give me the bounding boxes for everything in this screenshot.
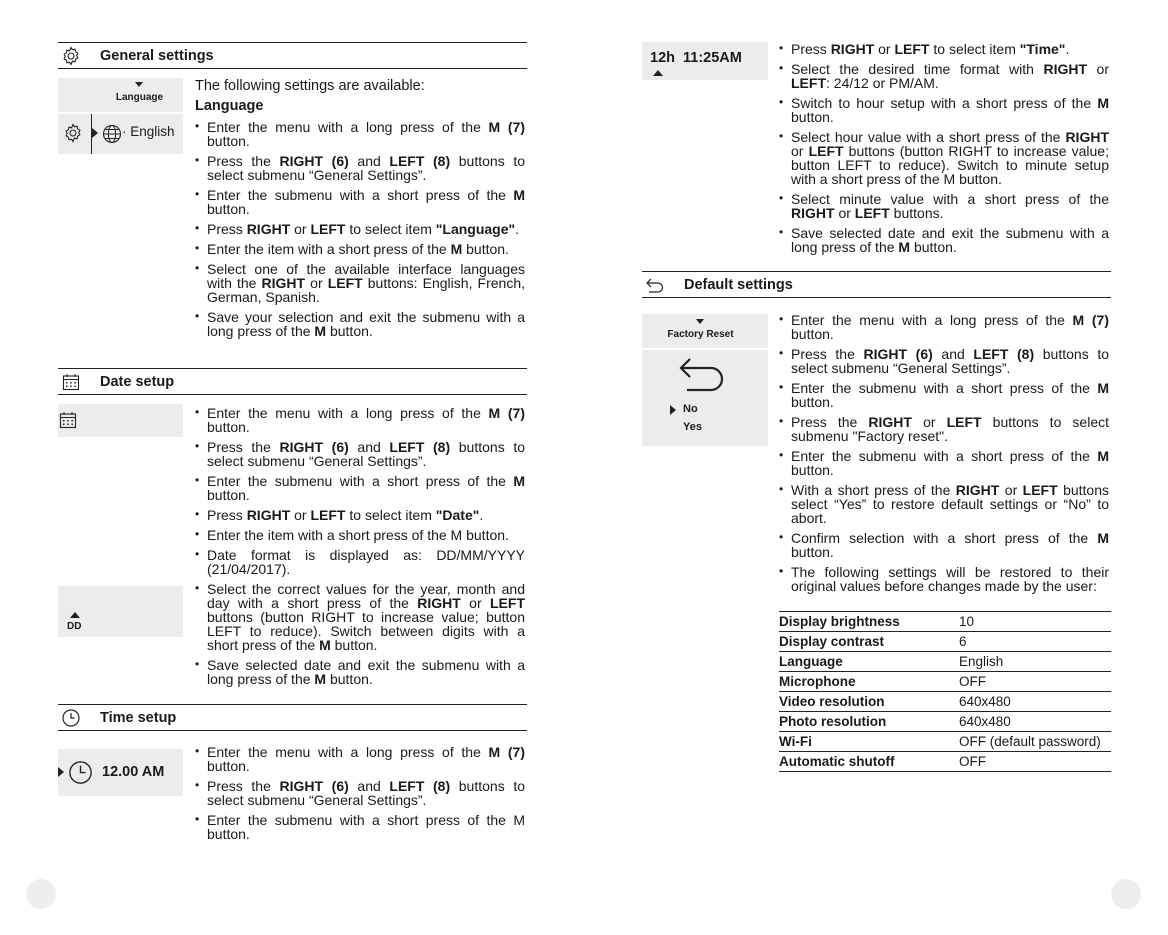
emphasis: LEFT (8) <box>389 778 451 794</box>
text: button. <box>791 109 834 125</box>
text: or <box>911 414 947 430</box>
factory-reset-label-panel <box>642 314 768 348</box>
text: Enter the submenu with a short press of the <box>207 187 514 203</box>
table-row <box>779 712 1111 732</box>
emphasis: LEFT <box>490 595 525 611</box>
text: button. <box>326 323 373 339</box>
list-item <box>195 582 525 652</box>
list-item <box>195 745 525 773</box>
up-triangle-icon <box>70 612 80 618</box>
setting-name: Display contrast <box>779 632 959 652</box>
emphasis: M (7) <box>488 119 525 135</box>
clock-icon <box>60 707 82 729</box>
emphasis: RIGHT (6) <box>279 439 349 455</box>
text: Enter the submenu with a short press of the <box>207 473 514 489</box>
list-item <box>779 415 1109 443</box>
setting-value: 640x480 <box>959 712 1111 732</box>
factory-reset-options-panel <box>642 350 768 446</box>
text: to select item <box>345 507 436 523</box>
time-menu-panel <box>58 749 183 796</box>
list-item <box>779 531 1109 559</box>
text: Select hour value with a short press of the <box>791 129 1066 145</box>
list-item <box>195 548 525 576</box>
text: Press the <box>207 778 280 794</box>
emphasis: M (7) <box>1072 312 1109 328</box>
emphasis: RIGHT <box>1043 61 1088 77</box>
time-value: 11:25AM <box>683 50 742 66</box>
default-settings-header <box>642 271 1111 298</box>
globe-icon <box>102 124 122 149</box>
text: button. <box>910 239 957 255</box>
text: . <box>479 507 484 523</box>
setting-value: OFF <box>959 752 1111 772</box>
time-format: 12h <box>650 50 675 66</box>
emphasis: LEFT <box>946 414 982 430</box>
emphasis: LEFT <box>808 143 844 159</box>
emphasis: "Date" <box>435 507 480 523</box>
emphasis: M <box>513 187 525 203</box>
text: or <box>874 41 895 57</box>
calendar-icon <box>59 411 77 434</box>
date-instructions <box>195 406 525 692</box>
text: button. <box>207 419 250 435</box>
emphasis: RIGHT <box>868 414 912 430</box>
text: or <box>834 205 855 221</box>
return-icon <box>678 356 726 399</box>
text: button. <box>330 637 378 653</box>
table-row <box>779 652 1111 672</box>
emphasis: M <box>319 637 331 653</box>
text: button. <box>462 241 509 257</box>
day-field-label: DD <box>67 621 82 632</box>
text: Save selected date and exit the submenu with a long press of the <box>791 225 1109 255</box>
list-item <box>779 192 1109 220</box>
text: With a short press of the <box>791 482 956 498</box>
text: button. <box>207 487 250 503</box>
date-menu-panel <box>58 404 183 437</box>
list-item <box>195 779 525 807</box>
list-item <box>779 96 1109 124</box>
list-item <box>195 508 525 522</box>
text: Enter the submenu with a short press of the M button. <box>207 812 525 842</box>
time-instructions <box>195 745 525 847</box>
list-item <box>779 226 1109 254</box>
text: or <box>791 143 809 159</box>
up-triangle-icon <box>653 70 663 76</box>
list-item <box>195 120 525 148</box>
down-triangle-icon <box>135 82 143 87</box>
language-menu-panel <box>58 78 183 112</box>
emphasis: LEFT (8) <box>389 439 451 455</box>
option-yes: Yes <box>683 421 702 433</box>
section-title: General settings <box>100 47 214 64</box>
section-title: Date setup <box>100 373 175 390</box>
text: Switch to hour setup with a short press of the <box>791 95 1098 111</box>
date-digit-panel <box>58 586 183 637</box>
setting-value: OFF <box>959 672 1111 692</box>
text: or <box>290 507 311 523</box>
list-item <box>195 440 525 468</box>
text: or <box>290 221 311 237</box>
text: button. <box>207 133 250 149</box>
language-value: · English <box>122 124 175 139</box>
emphasis: LEFT <box>791 75 826 91</box>
text: buttons select “Yes” to restore default settings or “No” to abort. <box>791 482 1109 526</box>
text: . <box>1065 41 1070 57</box>
emphasis: M <box>450 241 463 257</box>
text: Enter the item with a short press of the M button. <box>207 527 509 543</box>
table-row <box>779 632 1111 652</box>
table-row <box>779 612 1111 632</box>
table-row <box>779 752 1111 772</box>
text: Date format is displayed as: DD/MM/YYYY (21/04/2017). <box>207 547 525 577</box>
list-item <box>195 474 525 502</box>
text: buttons to select submenu “General Settings”. <box>207 778 525 808</box>
text: The following settings will be restored to their original values before changes made by the user: <box>791 564 1109 594</box>
text: Press the <box>207 153 280 169</box>
time-format-panel <box>642 42 768 80</box>
emphasis: LEFT <box>310 507 346 523</box>
text: Press <box>791 41 831 57</box>
text: buttons (button RIGHT to increase value; button LEFT to reduce). Switch between digits with a short press of the <box>207 609 525 653</box>
text: . <box>515 221 520 237</box>
setting-value: English <box>959 652 1111 672</box>
text: button. <box>791 544 834 560</box>
time-instructions-continued <box>779 42 1109 260</box>
emphasis: M <box>1097 448 1109 464</box>
text: buttons to select submenu “General Settings”. <box>791 346 1109 376</box>
emphasis: M <box>1097 530 1109 546</box>
text: buttons to select submenu “General Settings”. <box>207 153 525 183</box>
emphasis: M (7) <box>488 744 525 760</box>
list-item <box>779 381 1109 409</box>
general-settings-header <box>58 42 527 69</box>
time-value: 12.00 AM <box>102 764 165 780</box>
text: button. <box>791 462 834 478</box>
default-values-table <box>779 611 1111 772</box>
text: button. <box>326 671 373 687</box>
setting-value: OFF (default password) <box>959 732 1111 752</box>
date-setup-header <box>58 368 527 395</box>
list-item <box>195 813 525 841</box>
emphasis: RIGHT (6) <box>279 778 349 794</box>
text: Enter the menu with a long press of the <box>207 119 489 135</box>
text: Enter the menu with a long press of the <box>207 405 489 421</box>
page-number-marker <box>1111 879 1141 909</box>
setting-name: Wi-Fi <box>779 732 959 752</box>
text: button. <box>207 758 250 774</box>
text: Enter the submenu with a short press of the <box>791 448 1098 464</box>
text: Select the correct values for the year, month and day with a short press of the <box>207 581 525 611</box>
selection-arrow-icon <box>670 405 676 415</box>
list-item <box>195 406 525 434</box>
text: Enter the menu with a long press of the <box>791 312 1073 328</box>
text: Enter the submenu with a short press of the <box>791 380 1098 396</box>
emphasis: LEFT <box>894 41 930 57</box>
text: or <box>305 275 328 291</box>
emphasis: M <box>314 323 327 339</box>
list-item <box>195 222 525 236</box>
emphasis: "Language" <box>435 221 516 237</box>
text: button. <box>207 201 250 217</box>
text: button. <box>791 394 834 410</box>
panel-label: Language <box>115 92 164 103</box>
emphasis: LEFT <box>1022 482 1058 498</box>
intro-text: The following settings are available: <box>195 78 425 94</box>
list-item <box>779 565 1109 593</box>
text: Select minute value with a short press of the <box>791 191 1109 207</box>
list-item <box>195 310 525 338</box>
text: buttons to select submenu "Factory reset". <box>791 414 1110 444</box>
list-item <box>779 313 1109 341</box>
text: Select the desired time format with <box>791 61 1044 77</box>
text: to select item <box>929 41 1020 57</box>
list-item <box>779 347 1109 375</box>
text: Save selected date and exit the submenu with a long press of the <box>207 657 525 687</box>
text: Select one of the available interface languages with the <box>207 261 525 291</box>
text: Press <box>207 221 247 237</box>
setting-name: Display brightness <box>779 612 959 632</box>
list-item <box>779 130 1109 186</box>
setting-value: 640x480 <box>959 692 1111 712</box>
general-instructions <box>195 120 525 344</box>
emphasis: RIGHT <box>1065 129 1109 145</box>
panel-label: Factory Reset <box>667 329 734 340</box>
table-row <box>779 672 1111 692</box>
emphasis: RIGHT <box>955 482 1000 498</box>
emphasis: M <box>1097 95 1109 111</box>
table-row <box>779 732 1111 752</box>
text: or <box>1087 61 1109 77</box>
page-number-marker <box>26 879 56 909</box>
list-item <box>195 242 525 256</box>
emphasis: RIGHT <box>246 507 291 523</box>
list-item <box>779 483 1109 525</box>
text: and <box>348 778 390 794</box>
gear-icon <box>60 45 82 67</box>
list-item <box>779 62 1109 90</box>
text: Enter the menu with a long press of the <box>207 744 489 760</box>
text: buttons to select submenu “General Settings”. <box>207 439 525 469</box>
list-item <box>195 154 525 182</box>
text: Press the <box>791 414 869 430</box>
list-item <box>195 188 525 216</box>
emphasis: RIGHT <box>830 41 875 57</box>
setting-name: Microphone <box>779 672 959 692</box>
emphasis: M <box>314 671 327 687</box>
text: Press the <box>207 439 280 455</box>
setting-name: Automatic shutoff <box>779 752 959 772</box>
emphasis: LEFT <box>327 275 363 291</box>
emphasis: LEFT <box>854 205 890 221</box>
emphasis: RIGHT (6) <box>279 153 349 169</box>
text: or <box>999 482 1023 498</box>
emphasis: RIGHT <box>417 595 461 611</box>
text: Press the <box>791 346 864 362</box>
text: and <box>932 346 974 362</box>
list-item <box>779 42 1109 56</box>
text: buttons (button RIGHT to increase value; button LEFT to reduce). Switch to minute setup with a short press of the M button. <box>791 143 1109 187</box>
list-item <box>195 528 525 542</box>
list-item <box>195 262 525 304</box>
text: Enter the item with a short press of the <box>207 241 451 257</box>
return-icon <box>644 274 666 296</box>
text: Save your selection and exit the submenu with a long press of the <box>207 309 525 339</box>
emphasis: M <box>513 473 525 489</box>
list-item <box>779 449 1109 477</box>
emphasis: RIGHT (6) <box>863 346 933 362</box>
table-row <box>779 692 1111 712</box>
emphasis: LEFT (8) <box>389 153 451 169</box>
section-title: Default settings <box>684 276 793 293</box>
emphasis: RIGHT <box>791 205 835 221</box>
emphasis: LEFT <box>310 221 346 237</box>
text: to select item <box>345 221 436 237</box>
emphasis: M <box>898 239 911 255</box>
selection-arrow-icon <box>58 767 64 777</box>
emphasis: M (7) <box>488 405 525 421</box>
emphasis: RIGHT <box>261 275 306 291</box>
list-item <box>195 658 525 686</box>
time-setup-header <box>58 704 527 731</box>
option-no: No <box>683 403 698 415</box>
emphasis: "Time" <box>1019 41 1066 57</box>
text: button. <box>791 326 834 342</box>
text: buttons: English, French, German, Spanish. <box>207 275 525 305</box>
sub-title: Language <box>195 98 264 114</box>
emphasis: M <box>1097 380 1109 396</box>
setting-name: Language <box>779 652 959 672</box>
setting-value: 6 <box>959 632 1111 652</box>
text: buttons. <box>889 205 944 221</box>
text: : 24/12 or PM/AM. <box>826 75 939 91</box>
emphasis: RIGHT <box>246 221 291 237</box>
setting-name: Photo resolution <box>779 712 959 732</box>
clock-icon <box>68 760 93 790</box>
default-instructions <box>779 313 1109 599</box>
down-triangle-icon <box>696 319 704 324</box>
language-value-panel <box>58 114 183 154</box>
setting-value: 10 <box>959 612 1111 632</box>
text: or <box>460 595 490 611</box>
text: Press <box>207 507 247 523</box>
selection-arrow-icon <box>92 128 98 138</box>
emphasis: LEFT (8) <box>973 346 1035 362</box>
setting-name: Video resolution <box>779 692 959 712</box>
calendar-icon <box>60 371 82 393</box>
gear-icon <box>63 123 83 148</box>
section-title: Time setup <box>100 709 177 726</box>
text: and <box>348 153 390 169</box>
text: Confirm selection with a short press of the <box>791 530 1098 546</box>
text: and <box>348 439 390 455</box>
